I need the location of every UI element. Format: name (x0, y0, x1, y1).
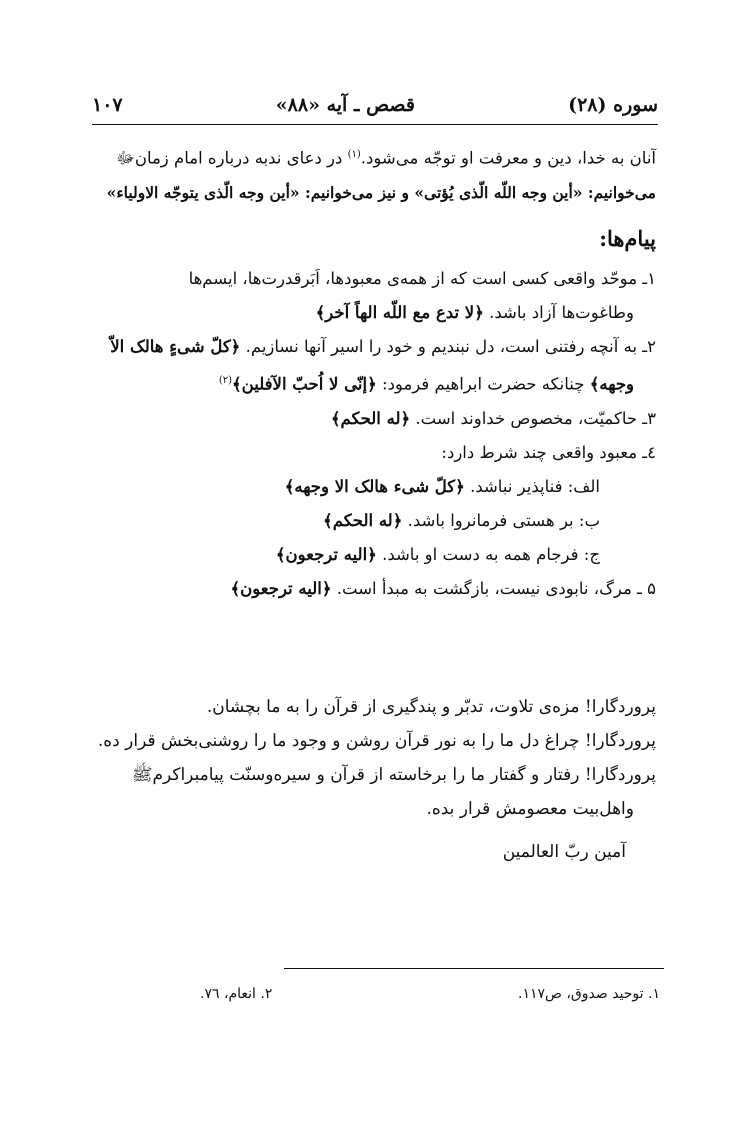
prayer-line-3: پروردگارا! رفتار و گفتار ما را برخاسته از قرآن و سیره‌وسنّت پیامبراکرمﷺ (131, 765, 656, 785)
verse-quote: ﴿لا تدع مع اللّه الهاً آخر﴾ (315, 303, 484, 322)
footnotes (200, 986, 660, 1002)
message-2-cont: وجهه﴾ چنانکه حضرت ابراهیم فرمود: ﴿إنّی لا اُحبّ الآفلین﴾$^{(۲)}$ (218, 374, 634, 394)
verse-quote: ﴿الیه ترجعون﴾ (230, 578, 332, 598)
message-4b: ب: بر هستی فرمانروا باشد. ﴿له الحکم﴾ (323, 510, 600, 530)
section-heading: پیام‌ها: (599, 226, 656, 251)
message-2: ۲ـ به آنچه رفتنی است، دل نبندیم و خود را اسیر آنها نسازیم. ﴿کلّ شیءٍ هالک الاّ (110, 337, 656, 356)
amen-line: آمین ربّ العالمین (502, 842, 626, 862)
honorific-icon: ﷻ (116, 148, 135, 168)
prayer-line-4: واهل‌بیت معصومش قرار بده. (426, 799, 634, 819)
intro-line-1: آنان به خدا، دین و معرفت او توجّه می‌شود.$^{(۱)}$ در دعای ندبه درباره امام زمانﷻ (116, 148, 656, 168)
honorific-icon: ﷺ (131, 765, 153, 785)
prayer-block (56, 690, 656, 826)
verse-quote: ﴿الیه ترجعون﴾ (275, 544, 377, 564)
message-4c: ج: فرجام همه به دست او باشد. ﴿الیه ترجعون﴾ (275, 544, 600, 564)
chapter-title: قصص ـ آیه «۸۸» (275, 94, 415, 116)
page-number: ۱۰۷ (92, 94, 123, 116)
footnote-1: ۱. توحید صدوق، ص۱۱۷. (517, 986, 660, 1002)
message-1: ۱ـ موحّد واقعی کسی است که از همه‌ی معبودها، اَبَرقدرت‌ها، ایسم‌ها (188, 269, 656, 288)
prayer-line-2: پروردگارا! چراغ دل ما را به نور قرآن روشن و وجود ما را روشنی‌بخش قرار ده. (97, 731, 656, 751)
intro-paragraph (70, 138, 656, 210)
verse-quote: وجهه﴾ (589, 374, 634, 394)
verse-quote: ﴿له الحکم﴾ (330, 408, 411, 428)
intro-line-2: می‌خوانیم: «أین وجه اللّه الّذی یُؤتی» و نیز می‌خوانیم: «أین وجه الّذی یتوجّه الاولیاء» (106, 182, 656, 202)
message-4: ٤ـ معبود واقعی چند شرط دارد: (441, 442, 656, 462)
message-1-cont: وطاغوت‌ها آزاد باشد. ﴿لا تدع مع اللّه الهاً آخر﴾ (315, 303, 634, 322)
message-4a: الف: فناپذیر نباشد. ﴿کلّ شیء هالک الا وجهه﴾ (284, 476, 600, 496)
footnote-rule (284, 968, 664, 969)
verse-quote: ﴿له الحکم﴾ (323, 510, 403, 530)
verse-quote: ﴿کلّ شیء هالک الا وجهه﴾ (284, 476, 465, 496)
running-header (92, 88, 658, 122)
header-rule (92, 124, 658, 125)
prayer-line-1: پروردگارا! مزه‌ی تلاوت، تدبّر و پندگیری از قرآن را به ما بچشان. (206, 697, 656, 717)
footnote-ref-1: (۱) (347, 149, 361, 160)
verse-quote: ﴿کلّ شیءٍ هالک الاّ (110, 337, 241, 356)
messages-list (56, 262, 656, 606)
footnote-2: ۲. انعام، ۷٦. (200, 986, 273, 1002)
message-3: ۳ـ حاکمیّت، مخصوص خداوند است. ﴿له الحکم﴾ (330, 408, 656, 428)
message-5: ۵ ـ مرگ، نابودی نیست، بازگشت به مبدأ است. ﴿الیه ترجعون﴾ (230, 578, 656, 598)
footnote-ref-2: (۲) (218, 375, 232, 386)
surah-label: سوره (۲۸) (568, 94, 658, 116)
verse-quote: ﴿إنّی لا اُحبّ الآفلین﴾ (232, 374, 377, 394)
